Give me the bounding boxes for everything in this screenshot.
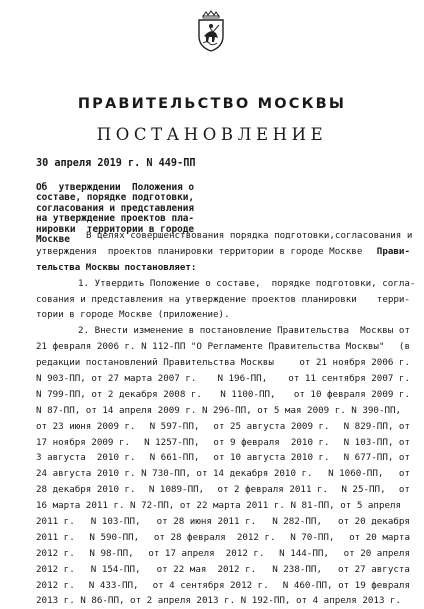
body-line: [36, 339, 410, 355]
body-text-segment: от 25 августа 2009 г.: [213, 420, 330, 432]
body-line: [36, 482, 410, 498]
body-text-segment: N 196-ПП,: [217, 373, 268, 385]
body-text-segment: Прави-: [376, 245, 410, 257]
body-text-segment: 2012 г.: [36, 579, 75, 591]
body-text-segment: 24 августа 2010 г. N 730-ПП, от 14 декабря 2010 г.: [36, 468, 313, 480]
moscow-coat-of-arms-icon: [194, 10, 228, 52]
body-text-segment: 2. Внести изменение в постановление Правительства Москвы: [78, 325, 394, 337]
body-text-segment: N 282-ПП,: [272, 516, 322, 528]
body-text-segment: от 20 декабря: [338, 516, 410, 528]
body-line: [36, 244, 410, 260]
body-line: [36, 530, 410, 546]
body-line: [36, 562, 410, 578]
body-text-segment: тории в городе Москве (приложение).: [36, 309, 230, 321]
body-text-segment: согласования и: [334, 230, 413, 241]
body-text-segment: от: [398, 325, 410, 337]
body-text-segment: от 4 сентября 2012 г.: [152, 579, 269, 591]
body-line: [36, 260, 410, 276]
body-text-segment: 2012 г.: [36, 563, 75, 575]
body-text-segment: N 238-ПП,: [272, 563, 322, 575]
body-text-segment: от 10 августа 2010 г.: [213, 452, 330, 464]
body-text-segment: от: [398, 484, 410, 496]
subject-line: Об утверждении Положения о: [36, 182, 195, 193]
body-line: [36, 514, 410, 530]
body-line: [36, 450, 410, 466]
body-text-segment: N 25-ПП,: [341, 484, 386, 496]
body-text-segment: 2012 г.: [36, 547, 75, 559]
body-text-segment: от 11 сентября 2007 г.: [288, 373, 410, 385]
body-text-segment: 3 августа 2010 г.: [36, 452, 136, 464]
document-kind: ПОСТАНОВЛЕНИЕ: [96, 125, 328, 144]
body-line: [36, 546, 410, 562]
body-line: [36, 355, 410, 371]
body-text-segment: от 20 апреля: [343, 547, 410, 559]
body-text-segment: тельства Москвы постановляет:: [36, 261, 197, 273]
body-line: [36, 276, 416, 292]
body-text-segment: N 103-ПП,: [90, 516, 141, 528]
subject-line: на утверждение проектов пла-: [36, 213, 195, 225]
body-text-segment: 28 декабря 2010 г.: [36, 484, 136, 496]
body-text-segment: от: [398, 468, 410, 480]
body-text-segment: N 590-ПП,: [89, 531, 140, 543]
body-text-segment: N 829-ПП, от: [343, 420, 410, 432]
body-text-segment: 1. Утвердить Положение о составе, порядке подготовки, согла-: [78, 277, 416, 289]
body-text-segment: от 21 ноября 2006 г.: [299, 357, 410, 369]
body-text-segment: от 10 февраля 2009 г.: [293, 388, 410, 400]
body-text-segment: N 87-ПП, от 14 апреля 2009 г. N 296-ПП, от 5 мая 2009 г. N 390-ПП,: [36, 404, 402, 416]
body-line: [36, 323, 410, 339]
body-text-segment: N 597-ПП,: [149, 420, 200, 432]
body-text-segment: N 1060-ПП,: [328, 468, 384, 480]
body-text-segment: В целях совершенствования порядка подготовки,: [86, 230, 335, 241]
body-text-segment: от 17 апреля 2012 г.: [148, 547, 265, 559]
date-and-number: 30 апреля 2019 г. N 449-ПП: [36, 158, 196, 169]
body-text-segment: N 433-ПП,: [88, 579, 139, 591]
body-text-segment: (в: [398, 341, 410, 353]
body-text-segment: N 103-ПП, от: [343, 436, 410, 448]
body-line: [36, 466, 410, 482]
body-text-segment: от 22 мая 2012 г.: [156, 563, 257, 575]
body-text-segment: от 9 февраля 2010 г.: [213, 436, 330, 448]
body-text-segment: сования и представления на утверждение проектов планировки: [36, 293, 357, 305]
body-text-segment: от 27 августа: [338, 563, 410, 575]
body-text-segment: редакции постановлений Правительства Москвы: [36, 357, 274, 369]
body-line: [36, 371, 410, 387]
subject-line: Москве: [36, 234, 70, 246]
body-line: [36, 435, 410, 451]
body-text-segment: от 28 февраля 2012 г.: [153, 531, 276, 543]
government-title: ПРАВИТЕЛЬСТВО МОСКВЫ: [77, 96, 347, 112]
body-text-segment: от 28 июня 2011 г.: [156, 516, 257, 528]
body-line: [36, 387, 410, 403]
body-text-segment: 21 февраля 2006 г. N 112-ПП "О Регламенте Правительства Москвы": [36, 341, 385, 353]
body-text-segment: утверждения проектов планировки территории в городе Москве: [36, 245, 363, 257]
body-line: [36, 292, 410, 308]
body-text-segment: N 70-ПП,: [290, 531, 335, 543]
body-text-segment: N 154-ПП,: [90, 563, 141, 575]
body-text-segment: N 1089-ПП,: [148, 484, 205, 496]
subject-line: составе, порядке подготовки,: [36, 192, 195, 204]
body-line: [36, 228, 413, 244]
body-text-segment: 2011 г.: [36, 516, 75, 528]
body-line: [36, 578, 410, 594]
body-line: [36, 593, 410, 609]
body-text-segment: от 23 июня 2009 г.: [36, 420, 136, 432]
body-line: [36, 307, 410, 323]
body-text-segment: N 1100-ПП,: [220, 388, 276, 400]
body-text-segment: N 661-ПП,: [149, 452, 200, 464]
subject-line: согласования и представления: [36, 202, 195, 214]
body-text-segment: от 2 февраля 2011 г.: [217, 484, 329, 496]
body-line: [36, 403, 410, 419]
body-text-segment: 16 марта 2011 г. N 72-ПП, от 22 марта 2011 г. N 81-ПП, от 5 апреля: [36, 500, 402, 512]
document-body: [36, 228, 416, 609]
body-text-segment: 2013 г. N 86-ПП, от 2 апреля 2013 г. N 192-ПП, от 4 апреля 2013 г.: [36, 595, 402, 607]
body-text-segment: N 799-ПП, от 2 декабря 2008 г.: [36, 388, 202, 400]
body-text-segment: N 903-ПП, от 27 марта 2007 г.: [36, 373, 197, 385]
body-text-segment: N 460-ПП, от 19 февраля: [282, 579, 410, 591]
body-text-segment: N 98-ПП,: [89, 547, 134, 559]
body-text-segment: N 1257-ПП,: [144, 436, 200, 448]
body-text-segment: N 144-ПП,: [279, 547, 329, 559]
body-line: [36, 498, 410, 514]
body-text-segment: 17 ноября 2009 г.: [36, 436, 131, 448]
body-text-segment: 2011 г.: [36, 531, 75, 543]
body-text-segment: терри-: [376, 293, 410, 305]
body-line: [36, 419, 410, 435]
subject-line: нировки территории в городе: [36, 223, 195, 235]
body-text-segment: от 20 марта: [349, 531, 410, 543]
body-text-segment: N 677-ПП, от: [343, 452, 410, 464]
